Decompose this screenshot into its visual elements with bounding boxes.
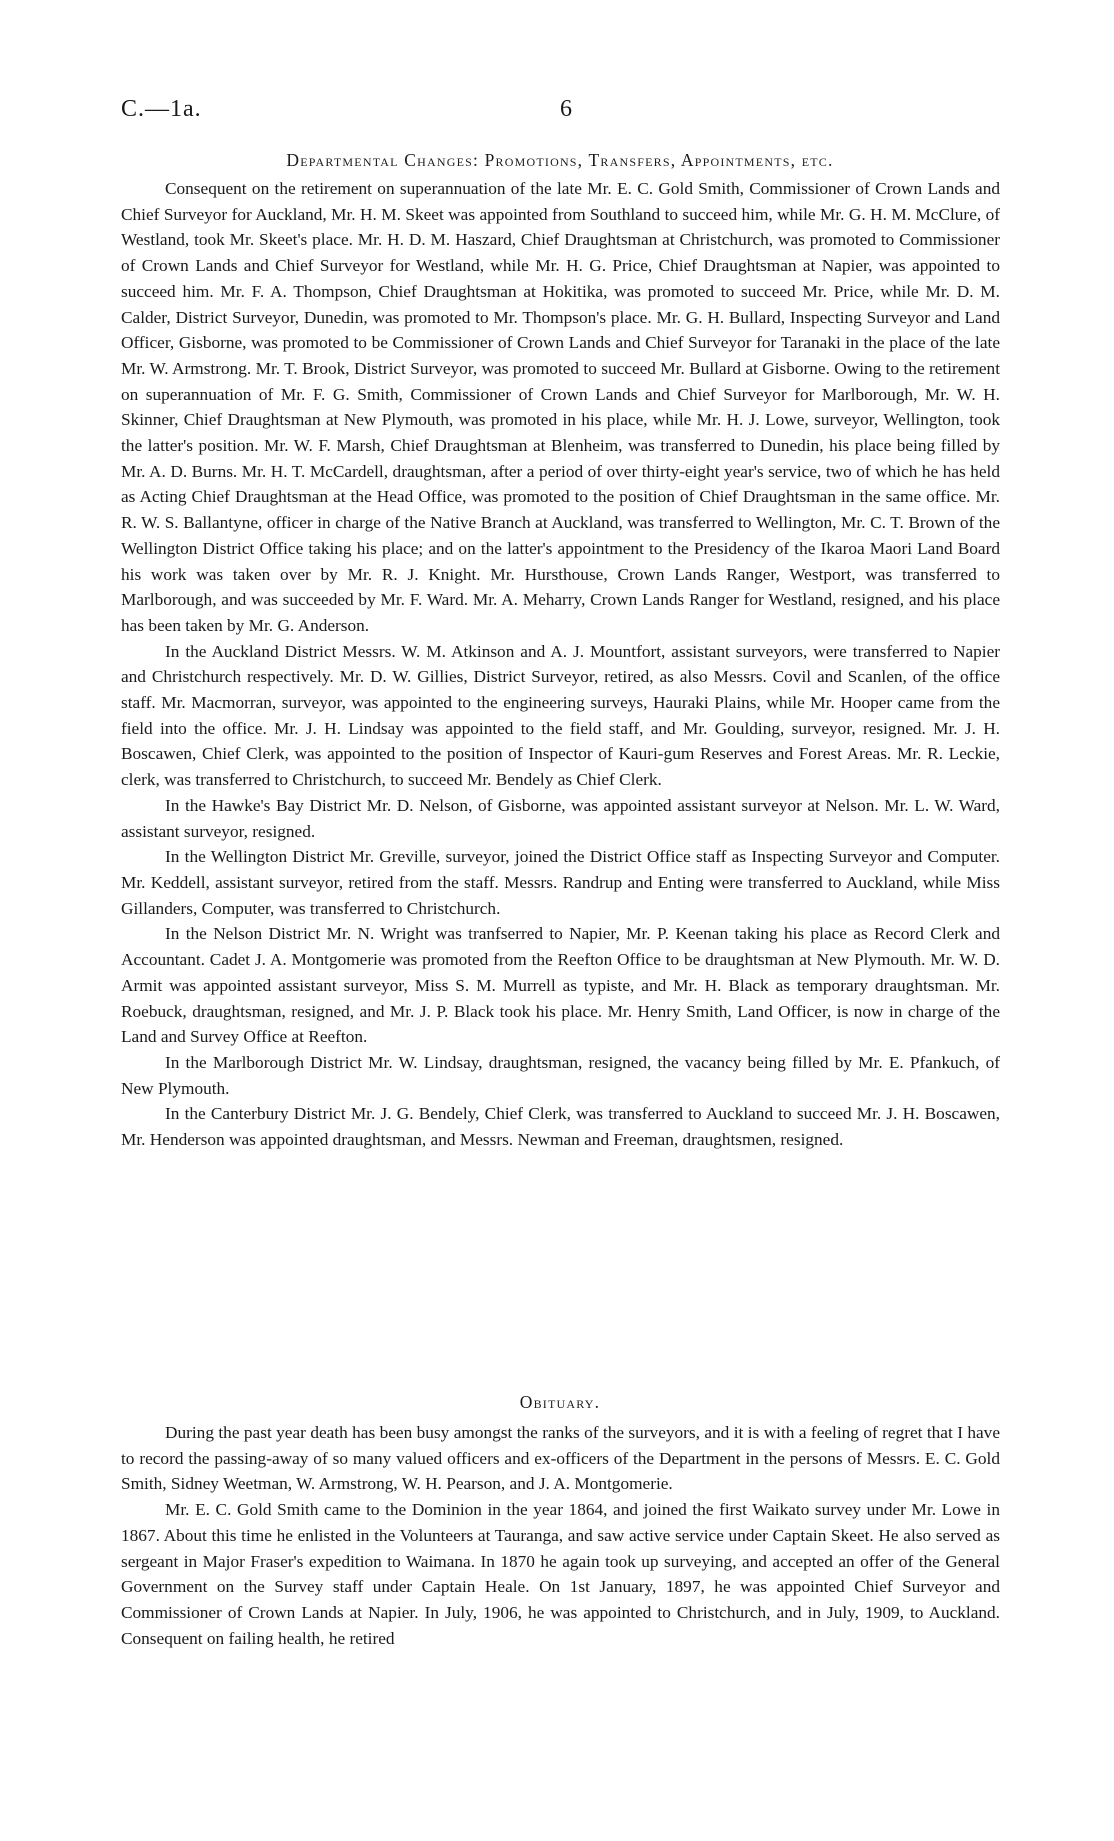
- report-reference: C.—1a.: [121, 96, 202, 122]
- departmental-changes-body: [121, 176, 1000, 1153]
- paragraph: During the past year death has been busy amongst the ranks of the surveyors, and it is with a feeling of regret that I have to record the passing-away of so many valued officers and ex-officers of the Department in the persons of Messrs. E. C. Gold Smith, Sidney Weetman, W. Armstrong, W. H. Pearson, and J. A. Montgomerie.: [121, 1423, 1000, 1494]
- obituary-body: [121, 1420, 1000, 1651]
- paragraph: Consequent on the retirement on superannuation of the late Mr. E. C. Gold Smith, Commissioner of Crown Lands and Chief Surveyor for Auckland, Mr. H. M. Skeet was appointed from Southland to succeed him, while Mr. G. H. M. McClure, of Westland, took Mr. Skeet's place. Mr. H. D. M. Haszard, Chief Draughtsman at Christchurch, was promoted to Commissioner of Crown Lands and Chief Surveyor for Westland, while Mr. H. G. Price, Chief Draughtsman at Napier, was appointed to succeed him. Mr. F. A. Thompson, Chief Draughtsman at Hokitika, was promoted to succeed Mr. Price, while Mr. D. M. Calder, District Surveyor, Dunedin, was promoted to Mr. Thompson's place. Mr. G. H. Bullard, Inspecting Surveyor and Land Officer, Gisborne, was promoted to be Commissioner of Crown Lands and Chief Surveyor for Taranaki in the place of the late Mr. W. Armstrong. Mr. T. Brook, District Surveyor, was promoted to succeed Mr. Bullard at Gisborne. Owing to the retirement on superannuation of Mr. F. G. Smith, Commissioner of Crown Lands and Chief Surveyor for Marlborough, Mr. W. H. Skinner, Chief Draughtsman at New Plymouth, was promoted in his place, while Mr. H. J. Lowe, surveyor, Wellington, took the latter's position. Mr. W. F. Marsh, Chief Draughtsman at Blenheim, was transferred to Dunedin, his place being filled by Mr. A. D. Burns. Mr. H. T. McCardell, draughtsman, after a period of over thirty-eight year's service, two of which he has held as Acting Chief Draughtsman at the Head Office, was promoted to the position of Chief Draughtsman in the same office. Mr. R. W. S. Ballantyne, officer in charge of the Native Branch at Auckland, was transferred to Wellington, Mr. C. T. Brown of the Wellington District Office taking his place; and on the latter's appointment to the Presidency of the Ikaroa Maori Land Board his work was taken over by Mr. R. J. Knight. Mr. Hursthouse, Crown Lands Ranger, Westport, was transferred to Marlborough, and was succeeded by Mr. F. Ward. Mr. A. Meharry, Crown Lands Ranger for Westland, resigned, and his place has been taken by Mr. G. Anderson.: [121, 179, 1000, 635]
- paragraph: In the Nelson District Mr. N. Wright was tranfserred to Napier, Mr. P. Keenan taking his place as Record Clerk and Accountant. Cadet J. A. Montgomerie was promoted from the Reefton Office to be draughtsman at New Plymouth. Mr. W. D. Armit was appointed assistant surveyor, Miss S. M. Murrell as typiste, and Mr. H. Black as temporary draughtsman. Mr. Roebuck, draughtsman, resigned, and Mr. J. P. Black took his place. Mr. Henry Smith, Land Officer, is now in charge of the Land and Survey Office at Reefton.: [121, 924, 1000, 1047]
- paragraph: Mr. E. C. Gold Smith came to the Dominion in the year 1864, and joined the first Waikato survey under Mr. Lowe in 1867. About this time he enlisted in the Volunteers at Tauranga, and saw active service under Captain Skeet. He also served as sergeant in Major Fraser's expedition to Waimana. In 1870 he again took up surveying, and accepted an offer of the General Government on the Survey staff under Captain Heale. On 1st January, 1897, he was appointed Chief Surveyor and Commissioner of Crown Lands at Napier. In July, 1906, he was appointed to Christchurch, and in July, 1909, to Auckland. Consequent on failing health, he retired: [121, 1500, 1000, 1648]
- section-title-obituary: Obituary.: [519, 1392, 601, 1412]
- paragraph: In the Marlborough District Mr. W. Lindsay, draughtsman, resigned, the vacancy being filled by Mr. E. Pfankuch, of New Plymouth.: [121, 1052, 1000, 1098]
- page-number: 6: [560, 96, 572, 122]
- section-title-departmental-changes: Departmental Changes: Promotions, Transfers, Appointments, etc.: [286, 150, 834, 170]
- paragraph: In the Auckland District Messrs. W. M. Atkinson and A. J. Mountfort, assistant surveyors, were transferred to Napier and Christchurch respectively. Mr. D. W. Gillies, District Surveyor, retired, as also Messrs. Covil and Scanlen, of the office staff. Mr. Macmorran, surveyor, was appointed to the engineering surveys, Hauraki Plains, while Mr. Hooper came from the field into the office. Mr. J. H. Lindsay was appointed to the field staff, and Mr. Goulding, surveyor, resigned. Mr. J. H. Boscawen, Chief Clerk, was appointed to the position of Inspector of Kauri-gum Reserves and Forest Areas. Mr. R. Leckie, clerk, was transferred to Christchurch, to succeed Mr. Bendely as Chief Clerk.: [121, 641, 1000, 790]
- paragraph: In the Canterbury District Mr. J. G. Bendely, Chief Clerk, was transferred to Auckland to succeed Mr. J. H. Boscawen, Mr. Henderson was appointed draughtsman, and Messrs. Newman and Freeman, draughtsmen, resigned.: [121, 1104, 1000, 1150]
- paragraph: In the Wellington District Mr. Greville, surveyor, joined the District Office staff as Inspecting Surveyor and Computer. Mr. Keddell, assistant surveyor, retired from the staff. Messrs. Randrup and Enting were transferred to Auckland, while Miss Gillanders, Computer, was transferred to Christchurch.: [121, 847, 1000, 918]
- paragraph: In the Hawke's Bay District Mr. D. Nelson, of Gisborne, was appointed assistant surveyor at Nelson. Mr. L. W. Ward, assistant surveyor, resigned.: [121, 795, 1000, 841]
